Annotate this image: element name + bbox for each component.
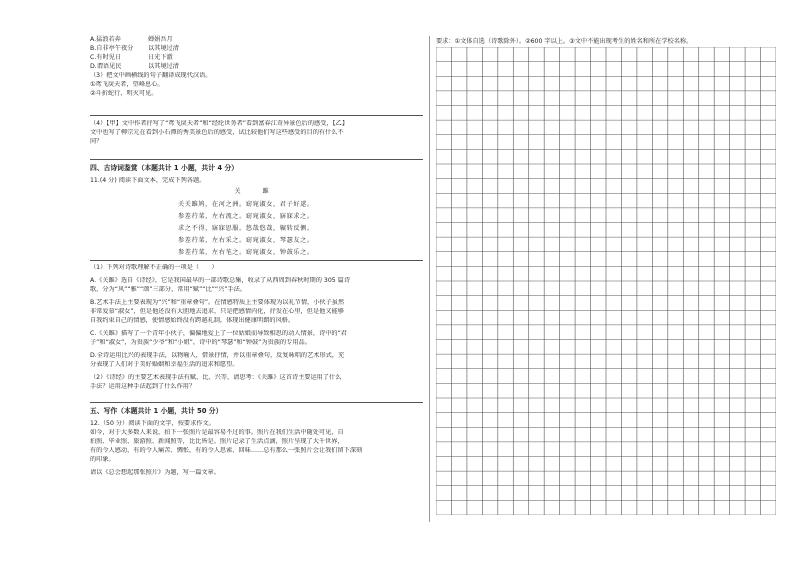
column-divider — [429, 36, 430, 522]
question-prompt: 手法？运用这种手法起到了什么作用？ — [90, 382, 196, 390]
choice-line: 分表现了人们对于美好婚姻和幸福生活的追求和愿望。 — [90, 360, 239, 368]
passage-line: 拍照、毕业照、旅游照、新闻照等，比比皆是。照片记录了生活点滴，照片呈现了大千世界， — [90, 437, 344, 445]
choice-line: 非常爱慕“淑女”，但是他还没有大胆地去追求，只是把感情内化，抒发在心里，但是他又能够 — [90, 308, 344, 316]
section4-intro: 11.(4 分) 阅读下面文本，完成下列各题。 — [90, 176, 206, 184]
poem-body — [90, 199, 423, 259]
q4-line: 文中也写了柳宗元在看到小石潭的秀美景色后的感受，试比较他们写这些感受的目的有什么不 — [90, 128, 344, 136]
option-row: D.谓语见民 以其境过清 — [90, 62, 179, 70]
question-prompt: （1）下列对诗歌理解不正确的一项是（ ） — [90, 264, 218, 272]
poem-line: 参差荇菜，左右采之。窈窕淑女，琴瑟友之。 — [178, 236, 314, 244]
q3-item: ①鸢飞戾天者，望峰息心。 — [90, 80, 164, 88]
q12-prompt: 12.（50 分）阅读下面的文字，按要求作文。 — [90, 419, 215, 427]
choice-line: 歌，分为“风”“雅”“颂”三部分，常用“赋”“比”“兴”手法。 — [90, 286, 247, 294]
passage-line: 的印象。 — [90, 455, 115, 463]
option-row: B.自非亭午夜分 以其境过清 — [90, 44, 179, 52]
choice-line: B.艺术手法上主要表现为“兴”和“重章叠句”。在情感特质上主要体现为以礼节情，小伙子虽然 — [90, 299, 345, 307]
poem-title: 关 雎 — [234, 187, 279, 195]
poem-line: 求之不得，寤寐思服。悠哉悠哉，辗转反侧。 — [178, 224, 314, 232]
section4-heading: 四、古诗词鉴赏（本题共计 1 小题，共计 4 分） — [90, 163, 239, 172]
divider-line — [90, 402, 423, 403]
choice-line: C.《关雎》描写了一个青年小伙子，偏偏地爱上了一位姑娘而导致相思的动人情景，诗中的“君 — [90, 330, 347, 338]
passage-line: 如今，对于大多数人来说，拍下一张照片是最容易不过的事。照片在我们生活中随处可见，自 — [90, 428, 344, 436]
options-q10 — [90, 36, 423, 72]
writing-task: 请以《总会想起那张照片》为题，写一篇文章。 — [90, 468, 220, 476]
option-row: C.有时见日 日光下澈 — [90, 53, 173, 61]
requirements — [436, 36, 692, 45]
q3-prompt: （3）把文中画横线的句子翻译成现代汉语。 — [90, 71, 212, 79]
left-column — [90, 36, 423, 478]
writing-grid-lines — [436, 47, 776, 515]
section5-heading: 五、写作（本题共计 1 小题，共计 50 分） — [90, 406, 223, 415]
poem-line: 参差荇菜，左右流之。窈窕淑女，寤寐求之。 — [178, 212, 314, 220]
q4-line: （4）【甲】文中作者抒写了“鸢飞戾天者”和“经纶世务者”看到富春江奇异景色后的感受，【乙】 — [90, 119, 349, 127]
choice-line: A.《关雎》选自《诗经》，它是我国最早的一部诗歌总集，收录了从西周到春秋时期的 305 篇诗 — [90, 277, 351, 285]
choice-line: 子”和“淑女”，为贵族“少爷”和“小姐”，诗中的“琴瑟”和“钟鼓”为贵族的专用品。 — [90, 339, 311, 347]
poem-line: 关关雎鸠，在河之洲。窈窕淑女，君子好逑。 — [178, 200, 314, 208]
question-prompt: （2）《诗经》的主要艺术表现手法有赋、比、兴等，请思考：《关雎》这首诗主要运用了什么 — [90, 373, 342, 381]
passage-line: 有的令人感动，有的令人痛苦、惆怅，有的令人思索、回味……总有那么一张照片会让我们留下深刻 — [90, 446, 363, 454]
choice-line: 自我约束自己的情感，使情感始终没有跨越礼制，体现出健康明朗的风格。 — [90, 317, 295, 325]
writing-requirements: 要求：①文体自选（诗歌除外）。②600 字以上。③文中不能出现考生的姓名和所在学校名称。 — [436, 38, 693, 45]
q4-line: 同？ — [90, 137, 103, 145]
choice-line: D.全诗运用比兴的表现手法，以物喻人，借景抒情，并以重章叠句，反复咏唱的艺术形式，充 — [90, 352, 345, 359]
option-row: A.猛浪若奔 婵娟吾月 — [90, 36, 173, 43]
writing-grid[interactable] — [436, 47, 776, 515]
divider-line — [90, 115, 423, 116]
divider-line — [90, 260, 423, 261]
divider-line — [90, 159, 423, 160]
q3-item: ②斗折蛇行，明灭可见。 — [90, 89, 158, 97]
poem-line: 参差荇菜，左右芼之。窈窕淑女，钟鼓乐之。 — [178, 249, 314, 257]
